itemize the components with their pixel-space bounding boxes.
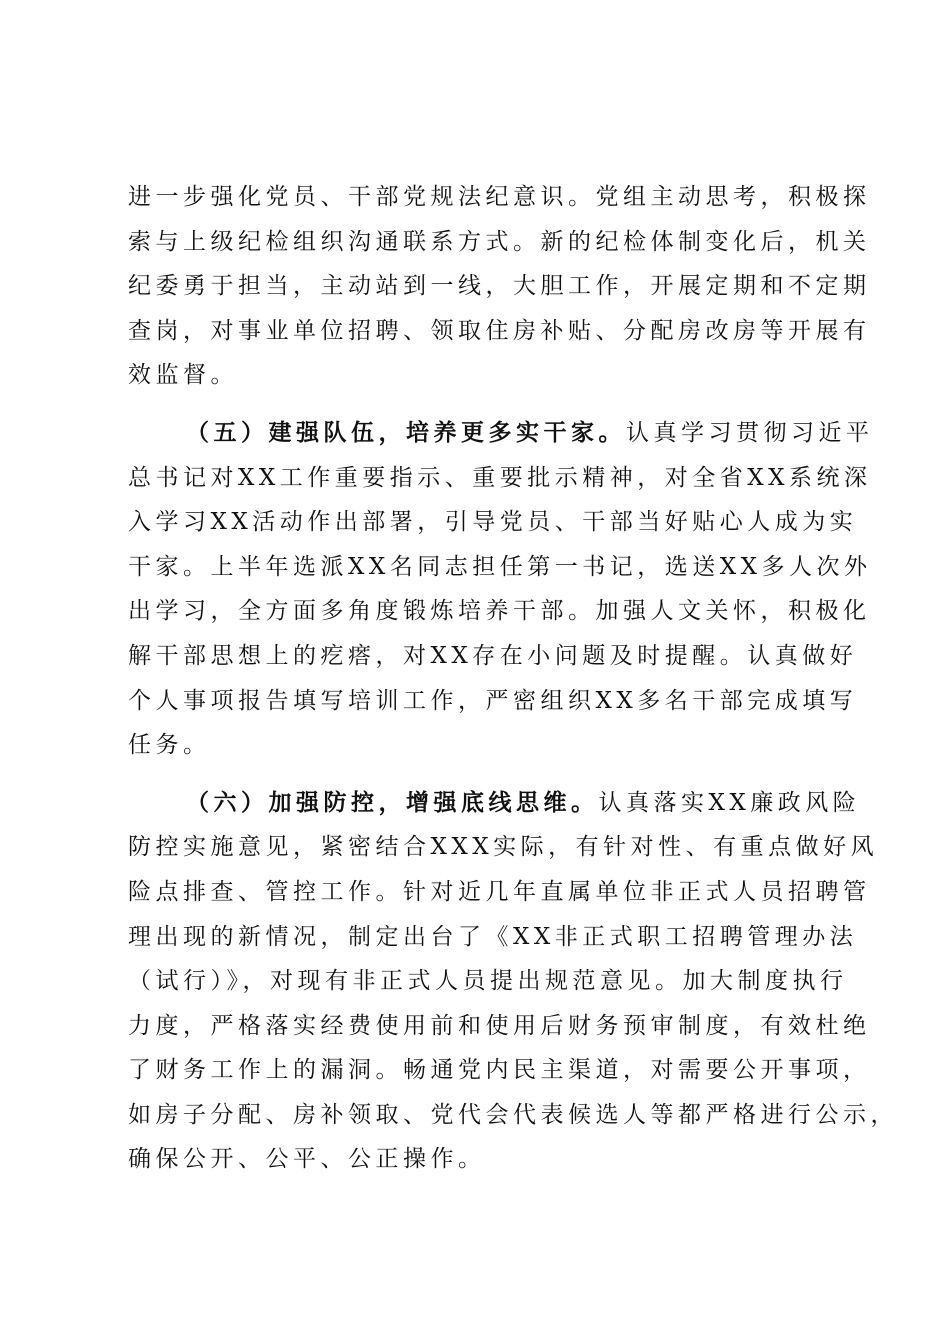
paragraph-2 — [128, 411, 874, 768]
paragraph-line: 个人事项报告填写培训工作，严密组织XX多名干部完成填写 — [128, 687, 858, 714]
paragraph-text: 认真落实XX廉政风险 — [598, 789, 861, 816]
paragraph-line: 险点排查、管控工作。针对近几年直属单位非正式人员招聘管 — [128, 878, 871, 905]
paragraph-line: 力度，严格落实经费使用前和使用后财务预审制度，有效杜绝 — [128, 1012, 871, 1039]
paragraph-text: 认真学习贯彻习近平 — [626, 419, 874, 446]
paragraph-first-line — [128, 781, 861, 826]
paragraph-line: 任务。 — [128, 732, 211, 759]
paragraph-first-line — [128, 411, 874, 456]
paragraph-line: 进一步强化党员、干部党规法纪意识。党组主动思考，积极探 — [128, 184, 871, 210]
paragraph-1 — [128, 175, 871, 398]
paragraph-line: 纪委勇于担当，主动站到一线，大胆工作，开展定期和不定期 — [128, 273, 871, 300]
paragraph-line: 查岗，对事业单位招聘、领取住房补贴、分配房改房等开展有 — [128, 317, 871, 344]
paragraph-line: 入学习XX活动作出部署，引导党员、干部当好贴心人成为实 — [128, 509, 858, 536]
paragraph-3 — [128, 781, 898, 1182]
section-heading: （五）建强队伍，培养更多实干家。 — [186, 418, 626, 446]
document-body — [128, 175, 898, 1182]
paragraph-line: 了财务工作上的漏洞。畅通党内民主渠道，对需要公开事项， — [128, 1057, 871, 1084]
paragraph-line: 理出现的新情况，制定出台了《XX非正式职工招聘管理办法 — [128, 923, 858, 950]
paragraph-line: 效监督。 — [128, 362, 238, 389]
paragraph-line: 如房子分配、房补领取、党代会代表候选人等都严格进行公示， — [128, 1101, 898, 1128]
paragraph-line: 索与上级纪检组织沟通联系方式。新的纪检体制变化后，机关 — [128, 228, 871, 255]
paragraph-line: 总书记对XX工作重要指示、重要批示精神，对全省XX系统深 — [128, 464, 872, 491]
paragraph-line: 解干部思想上的疙瘩，对XX存在小问题及时提醒。认真做好 — [128, 642, 858, 669]
paragraph-line: 干家。上半年选派XX名同志担任第一书记，选送XX多人次外 — [128, 553, 872, 580]
paragraph-line: 防控实施意见，紧密结合XXX实际，有针对性、有重点做好风 — [128, 834, 879, 861]
paragraph-line: 确保公开、公平、公正操作。 — [128, 1146, 486, 1173]
paragraph-line: （试行）》，对现有非正式人员提出规范意见。加大制度执行 — [128, 968, 848, 995]
paragraph-line: 出学习，全方面多角度锻炼培养干部。加强人文关怀，积极化 — [128, 598, 871, 625]
section-heading: （六）加强防控，增强底线思维。 — [186, 788, 599, 816]
